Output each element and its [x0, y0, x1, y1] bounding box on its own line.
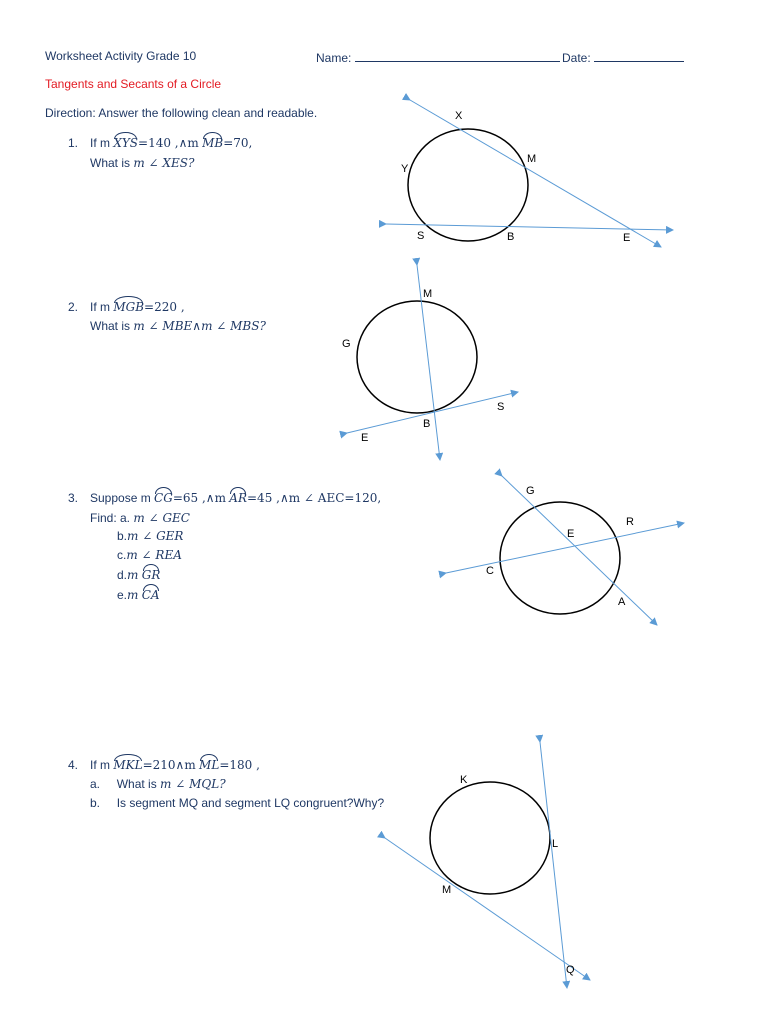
fig2-label-s: S	[497, 401, 505, 413]
name-label: Name:	[316, 51, 352, 65]
fig4-label-k: K	[460, 774, 468, 786]
fig1-label-b: B	[507, 231, 515, 243]
fig2-label-m: M	[423, 288, 433, 300]
fig3-label-c: C	[486, 565, 494, 577]
fig1-label-e: E	[623, 232, 631, 244]
fig1-circle	[408, 129, 528, 241]
q4-arc-mkl: MKL	[113, 758, 143, 772]
q3-arc-gr: GR	[141, 568, 161, 582]
figure-2	[342, 265, 518, 460]
q3-b: b.m ∠ GER	[117, 529, 184, 543]
q4-b: b. Is segment MQ and segment LQ congruent?Why?	[90, 796, 385, 810]
fig1-label-y: Y	[401, 163, 409, 175]
fig2-label-g: G	[342, 338, 351, 350]
q3-line1: Suppose m CG=65 ,∧m AR=45 ,∧m ∠ AEC=120,	[90, 491, 382, 505]
q4-line1: If m MKL=210∧m ML=180 ,	[90, 758, 260, 772]
figure-3	[446, 476, 684, 625]
q1-line1: If m XYS=140 ,∧m MB=70,	[90, 136, 253, 150]
q3-c: c.m ∠ REA	[117, 548, 182, 562]
fig3-label-a: A	[618, 596, 626, 608]
q4-number: 4.	[68, 758, 79, 772]
q1-line2: What is m ∠ XES?	[90, 156, 195, 170]
q3-find-a: Find: a. m ∠ GEC	[90, 511, 190, 525]
q1-number: 1.	[68, 136, 79, 150]
q3-arc-cg: CG	[154, 491, 173, 505]
fig2-label-e: E	[361, 432, 369, 444]
fig3-secant-ga	[502, 476, 657, 625]
date-label: Date:	[562, 51, 591, 65]
q3-arc-ar: AR	[229, 491, 247, 505]
fig2-label-b: B	[423, 418, 431, 430]
q2-number: 2.	[68, 300, 79, 314]
worksheet-title: Worksheet Activity Grade 10	[45, 49, 197, 63]
fig3-label-g: G	[526, 485, 535, 497]
fig1-label-x: X	[455, 110, 463, 122]
q4-a: a. What is m ∠ MQL?	[90, 777, 226, 791]
q3-e: e.m CA	[117, 588, 160, 602]
fig3-secant-cr	[446, 523, 684, 573]
q3-arc-ca: CA	[141, 588, 160, 602]
q3-number: 3.	[68, 491, 79, 505]
fig1-label-m: M	[527, 153, 537, 165]
directions: Direction: Answer the following clean and readable.	[45, 106, 318, 120]
fig4-tangent-mq	[385, 838, 590, 980]
fig3-label-r: R	[626, 516, 634, 528]
q3-d: d.m GR	[117, 568, 161, 582]
q4-arc-ml: ML	[199, 758, 220, 772]
fig4-tangent-lq	[540, 742, 567, 988]
q1-arc-mb: MB	[202, 136, 224, 150]
fig1-label-s: S	[417, 230, 425, 242]
q2-line2: What is m ∠ MBE∧m ∠ MBS?	[90, 319, 266, 333]
worksheet-subtitle: Tangents and Secants of a Circle	[45, 77, 222, 91]
figure-1	[386, 100, 673, 247]
fig4-label-l: L	[552, 838, 559, 850]
fig4-label-q: Q	[566, 964, 575, 976]
fig4-circle	[430, 782, 550, 894]
fig3-label-e: E	[567, 528, 575, 540]
q2-line1: If m MGB=220 ,	[90, 300, 185, 314]
q1-arc-xys: XYS	[113, 136, 139, 150]
fig2-circle	[357, 301, 477, 413]
fig4-label-m: M	[442, 884, 452, 896]
figure-4	[385, 742, 590, 988]
q2-arc-mgb: MGB	[113, 300, 145, 314]
